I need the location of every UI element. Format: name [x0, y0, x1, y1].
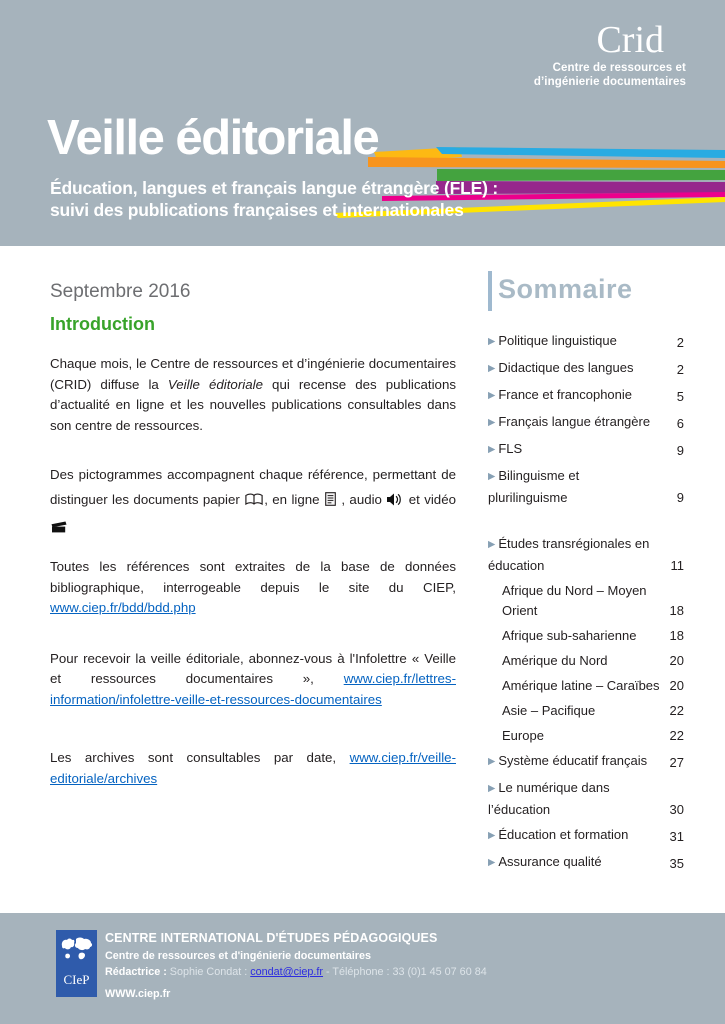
- toc-item-page: 2: [676, 362, 684, 377]
- toc-item-assurance-qualite[interactable]: [488, 852, 684, 874]
- subtitle-line1: Éducation, langues et français langue étrangère (FLE) :: [50, 178, 498, 198]
- p2-text-3: , audio: [336, 492, 387, 507]
- triangle-bullet-icon: ▶: [488, 390, 496, 401]
- crid-sub-line1: Centre de ressources et: [552, 62, 686, 74]
- toc-item-label: Éducation et formation: [498, 827, 629, 842]
- sommaire-column: [488, 271, 684, 879]
- triangle-bullet-icon: ▶: [488, 336, 496, 347]
- intro-paragraph-1: [50, 354, 456, 436]
- toc-item-page: 31: [669, 829, 684, 844]
- toc-item-page: 18: [669, 628, 684, 643]
- issue-date: Septembre 2016: [50, 281, 191, 302]
- footer-text-block: [105, 931, 487, 1000]
- toc-item-page: 18: [669, 603, 684, 618]
- toc-item-politique-linguistique[interactable]: [488, 331, 684, 353]
- toc-item-europe[interactable]: [488, 726, 684, 746]
- intro-paragraph-4: [50, 649, 456, 711]
- toc-item-page: 9: [676, 490, 684, 505]
- toc-item-francais-langue-etrangere[interactable]: [488, 412, 684, 434]
- intro-paragraph-5: [50, 748, 456, 789]
- intro-column: [50, 281, 456, 789]
- toc-item-label: Assurance qualité: [498, 854, 602, 869]
- crid-sub-line2: d’ingénierie documentaires: [533, 76, 686, 88]
- crid-logo: [534, 20, 686, 89]
- subtitle-line2: suivi des publications françaises et internationales: [50, 200, 464, 220]
- footer-phone: - Téléphone : 33 (0)1 45 07 60 84: [323, 966, 487, 978]
- toc-item-didactique-des-langues[interactable]: [488, 358, 684, 380]
- archives-link[interactable]: www.ciep.fr/veille-editoriale/archives: [50, 750, 456, 786]
- toc-item-bilinguisme-plurilinguisme[interactable]: [488, 466, 684, 508]
- ciep-logo-text: CIeP: [63, 972, 90, 987]
- triangle-bullet-icon: ▶: [488, 363, 496, 374]
- toc-item-afrique-du-nord-moyen-orient[interactable]: [488, 581, 684, 621]
- toc-item-label: FLS: [498, 441, 523, 456]
- open-book-icon: [245, 489, 263, 514]
- toc-item-label: Didactique des langues: [498, 360, 634, 375]
- p1-text-end: qui recense des publications d’actualité en ligne et les nouvelles publications consultables dans son centre de ressources.: [50, 376, 456, 433]
- triangle-bullet-icon: ▶: [488, 471, 496, 482]
- toc-item-label: Afrique du Nord – Moyen Orient: [502, 583, 647, 618]
- toc-item-label: Amérique latine – Caraïbes: [502, 678, 660, 693]
- p1-text: Chaque mois, le Centre de ressources et d’ingénierie documentaires (CRID) diffuse la: [50, 356, 456, 392]
- toc-item-page: 35: [669, 856, 684, 871]
- toc-item-page: 30: [669, 802, 684, 817]
- toc-item-page: 22: [669, 703, 684, 718]
- toc-item-label: Politique linguistique: [498, 333, 617, 348]
- p1-italic: Veille éditoriale: [167, 376, 263, 392]
- p2-text-1: Des pictogrammes accompagnent chaque référence, permettant de distinguer les documents papier: [50, 467, 456, 507]
- sommaire-heading: Sommaire: [488, 271, 684, 311]
- toc-item-label: Système éducatif français: [498, 753, 648, 768]
- ciep-logo: [56, 930, 97, 997]
- toc-item-page: 22: [669, 728, 684, 743]
- toc-item-amerique-du-nord[interactable]: [488, 651, 684, 671]
- toc-item-france-et-francophonie[interactable]: [488, 385, 684, 407]
- toc-item-amerique-latine-caraibes[interactable]: [488, 676, 684, 696]
- toc-item-label: Français langue étrangère: [498, 414, 651, 429]
- bdd-link[interactable]: www.ciep.fr/bdd/bdd.php: [50, 600, 196, 615]
- toc-item-label: Bilinguisme et plurilinguisme: [488, 468, 580, 505]
- crid-logo-name: Crid: [596, 19, 664, 61]
- infolettre-link[interactable]: www.ciep.fr/lettres-information/infolettre-veille-et-ressources-documentaires: [50, 671, 456, 707]
- p4-text: Pour recevoir la veille éditoriale, abonnez-vous à l'Infolettre « Veille et ressources documentaires »,: [50, 650, 456, 686]
- toc-item-label: France et francophonie: [498, 387, 633, 402]
- p2-text-2: , en ligne: [264, 492, 324, 507]
- footer-editor-label: Rédactrice :: [105, 966, 167, 978]
- p2-text-4: et vidéo: [404, 492, 456, 507]
- toc-item-etudes-transregionales[interactable]: [488, 534, 684, 576]
- toc-item-numerique-education[interactable]: [488, 778, 684, 820]
- footer-email-link[interactable]: condat@ciep.fr: [250, 966, 324, 978]
- toc-item-education-et-formation[interactable]: [488, 825, 684, 847]
- toc-item-page: 27: [669, 755, 684, 770]
- intro-paragraph-3: [50, 557, 456, 619]
- toc-item-label: Asie – Pacifique: [502, 703, 596, 718]
- toc-item-page: 20: [669, 653, 684, 668]
- toc-item-label: Europe: [502, 728, 544, 743]
- toc-item-systeme-educatif-francais[interactable]: [488, 751, 684, 773]
- triangle-bullet-icon: ▶: [488, 783, 496, 794]
- page-subtitle: [50, 177, 498, 221]
- toc-item-page: 2: [676, 335, 684, 350]
- world-map-icon: [60, 935, 94, 970]
- footer-dept: Centre de ressources et d'ingénierie documentaires: [105, 950, 371, 962]
- footer-editor-name: Sophie Condat :: [166, 966, 251, 978]
- toc-item-fls[interactable]: [488, 439, 684, 461]
- footer-banner: [0, 913, 725, 1024]
- toc-item-page: 5: [676, 389, 684, 404]
- clapperboard-icon: [51, 516, 67, 541]
- toc-item-page: 6: [676, 416, 684, 431]
- triangle-bullet-icon: ▶: [488, 539, 496, 550]
- footer-website-link[interactable]: WWW.ciep.fr: [105, 988, 171, 1000]
- page-title: Veille éditoriale: [47, 111, 379, 165]
- p3-text: Toutes les références sont extraites de la base de données bibliographique, interrogeable depuis le site du CIEP,: [50, 559, 456, 595]
- triangle-bullet-icon: ▶: [488, 444, 496, 455]
- triangle-bullet-icon: ▶: [488, 830, 496, 841]
- header-banner: [0, 0, 725, 246]
- toc-item-label: Études transrégionales en éducation: [488, 536, 650, 573]
- triangle-bullet-icon: ▶: [488, 857, 496, 868]
- toc-item-label: Le numérique dans l’éducation: [488, 780, 610, 817]
- footer-editor-line: [105, 966, 487, 978]
- p5-text: Les archives sont consultables par date,: [50, 750, 350, 765]
- intro-heading: Introduction: [50, 314, 155, 334]
- intro-paragraph-2: [50, 462, 456, 541]
- speaker-icon: [387, 489, 403, 514]
- toc-item-label: Afrique sub-saharienne: [502, 628, 637, 643]
- triangle-bullet-icon: ▶: [488, 756, 496, 767]
- toc-item-label: Amérique du Nord: [502, 653, 608, 668]
- document-icon: [325, 489, 336, 514]
- footer-org-name: CENTRE INTERNATIONAL D'ÉTUDES PÉDAGOGIQUES: [105, 931, 438, 945]
- toc-item-page: 11: [670, 558, 684, 573]
- toc-item-page: 20: [669, 678, 684, 693]
- toc-item-afrique-sub-saharienne[interactable]: [488, 626, 684, 646]
- triangle-bullet-icon: ▶: [488, 417, 496, 428]
- toc-item-page: 9: [676, 443, 684, 458]
- toc-item-asie-pacifique[interactable]: [488, 701, 684, 721]
